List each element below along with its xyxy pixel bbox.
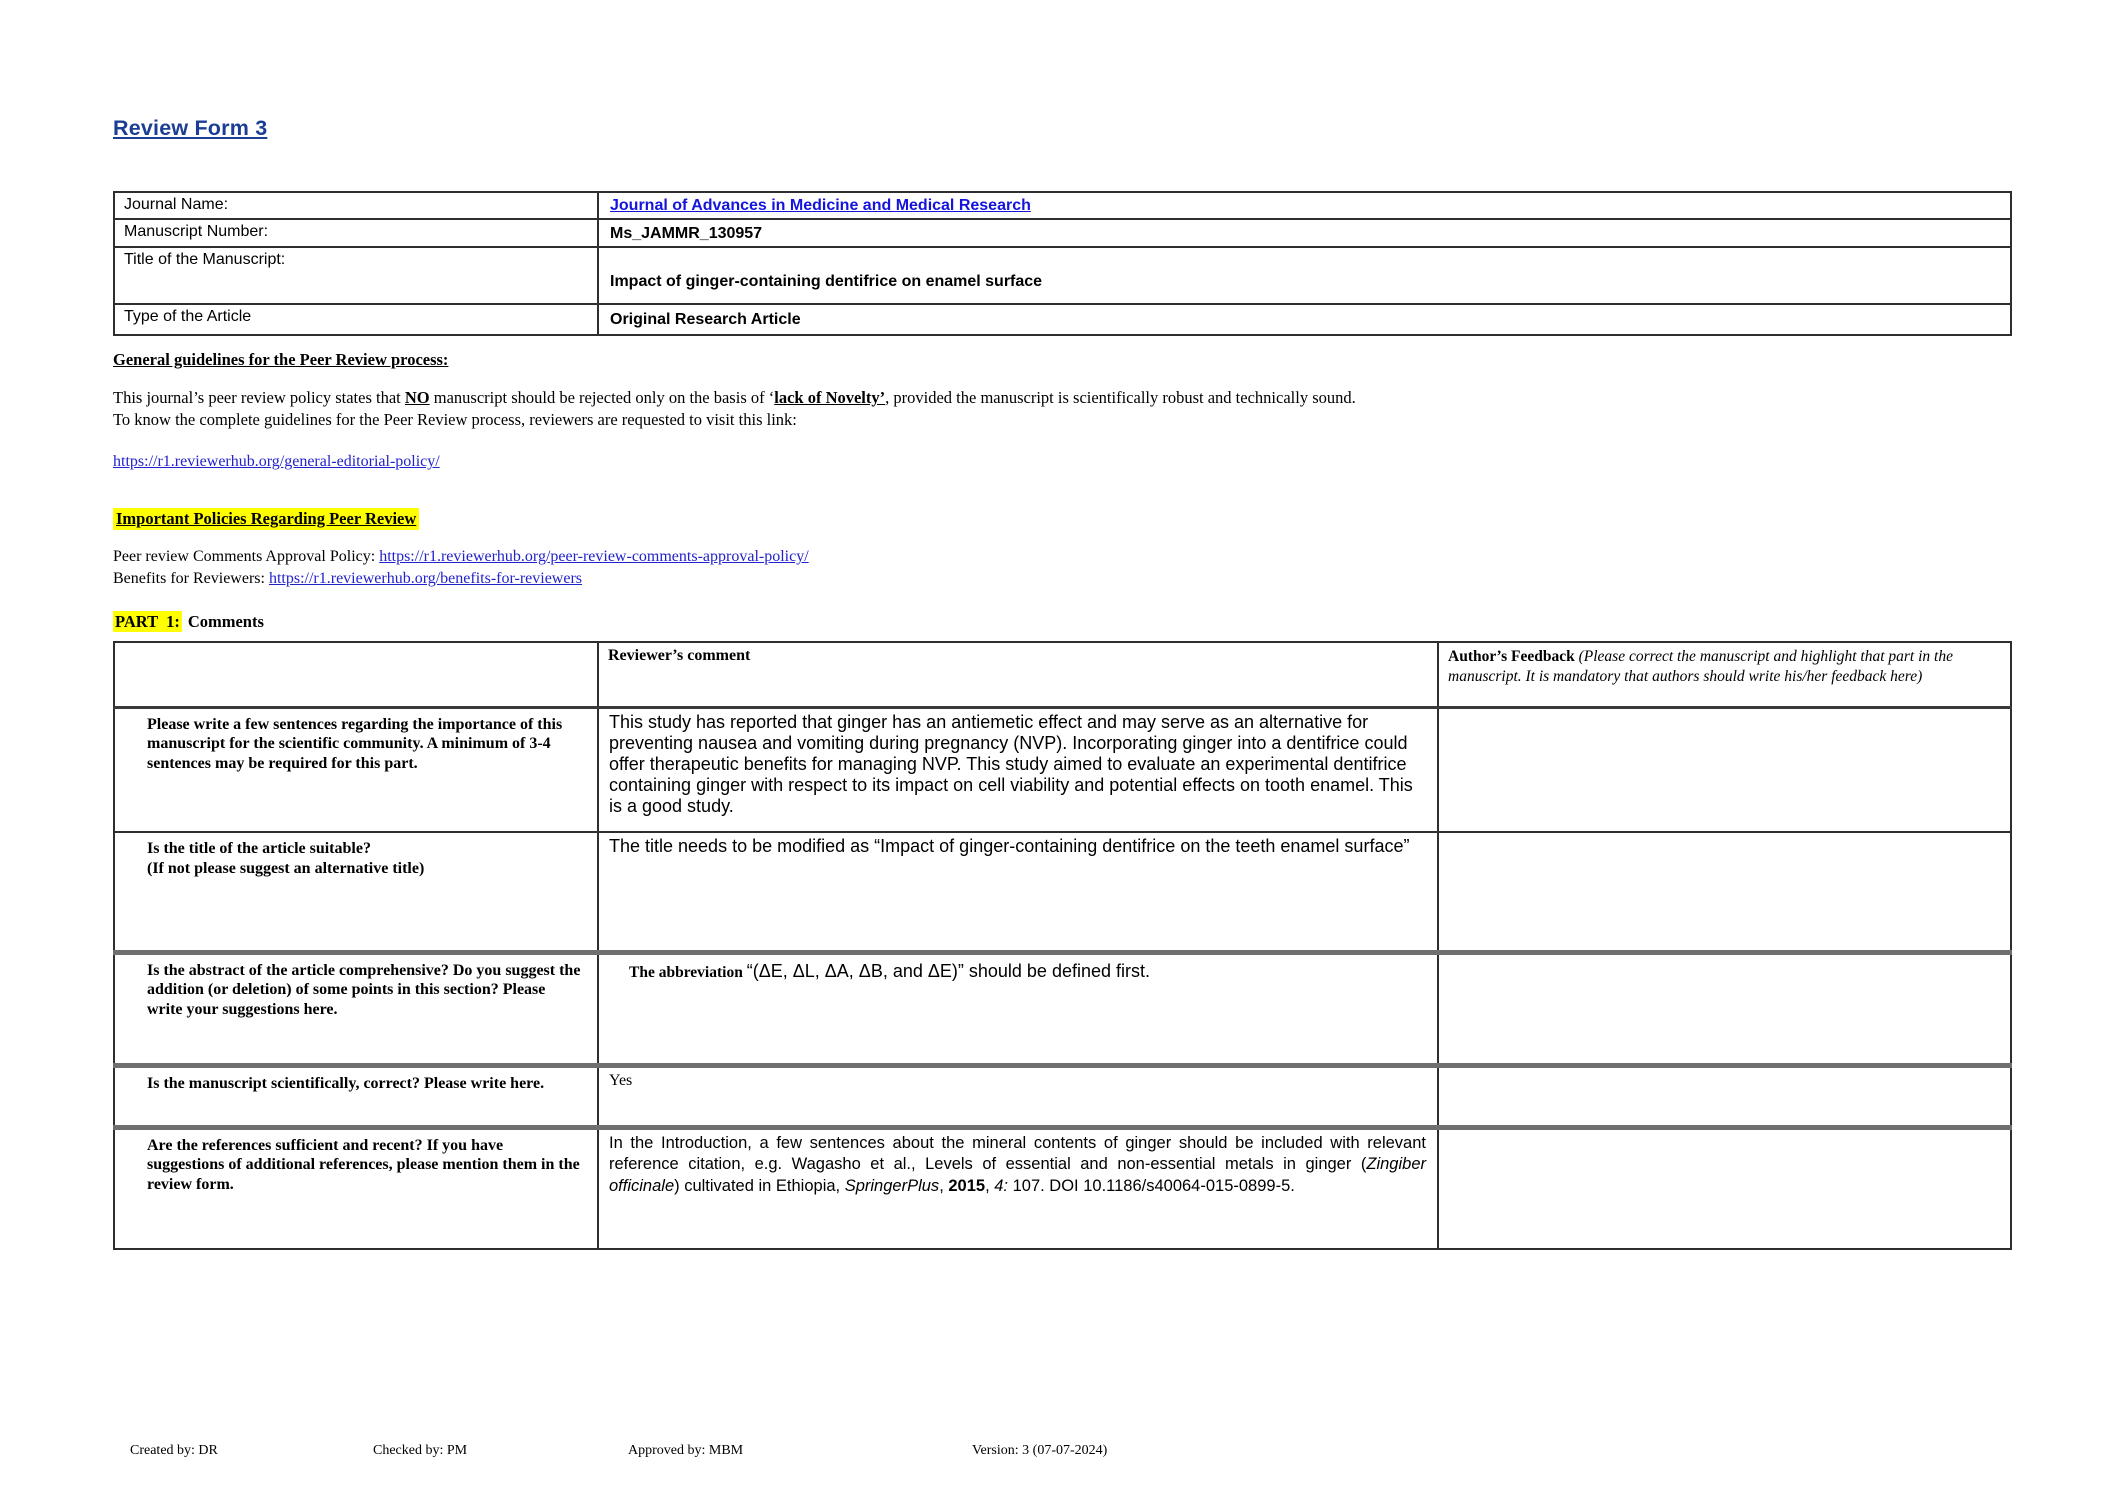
- part1-badge: PART 1:: [115, 612, 180, 631]
- benefits-line: [113, 568, 2010, 590]
- empty-header-cell: [114, 642, 598, 707]
- question-line: (If not please suggest an alternative title): [147, 859, 425, 877]
- references-text: ,: [985, 1176, 995, 1195]
- page-title: Review Form 3: [113, 116, 268, 140]
- comment-importance: This study has reported that ginger has an antiemetic effect and may serve as an alternative for preventing nausea and vomiting during pregnancy (NVP). Incorporating ginger into a dentifrice could offer therapeutic benefits for managing NVP. This study aimed to evaluate an experimental dentifrice containing ginger with respect to its impact on cell viability and potential effects on tooth enamel. This is a good study.: [598, 707, 1438, 832]
- footer-created-by: Created by: DR: [130, 1443, 218, 1458]
- policy-statement: [113, 387, 2010, 409]
- author-feedback-cell: [1438, 1127, 2011, 1249]
- guidelines-paragraph: [113, 387, 2010, 430]
- table-row-abstract: [114, 952, 2011, 1065]
- comment-scientific: Yes: [598, 1065, 1438, 1127]
- approval-policy-link[interactable]: https://r1.reviewerhub.org/peer-review-comments-approval-policy/: [379, 548, 809, 565]
- part1-heading: [113, 612, 2010, 632]
- approval-policy-label: Peer review Comments Approval Policy:: [113, 548, 380, 565]
- references-text: ,: [939, 1176, 949, 1195]
- references-journal-italic: SpringerPlus: [844, 1176, 940, 1195]
- reviewer-comment-header: Reviewer’s comment: [598, 642, 1438, 707]
- approval-policy-line: [113, 546, 2010, 568]
- references-text: 107. DOI 10.1186/s40064-015-0899-5.: [1008, 1176, 1295, 1195]
- manuscript-title-label: Title of the Manuscript:: [114, 247, 598, 304]
- guidelines-heading: General guidelines for the Peer Review process:: [113, 350, 449, 369]
- comments-header-row: [114, 642, 2011, 707]
- table-row-scientific: [114, 1065, 2011, 1127]
- footer-checked-by: Checked by: PM: [373, 1443, 468, 1458]
- comment-abbreviation-rest: “(ΔE, ΔL, ΔA, ΔB, and ΔE)” should be defined first.: [746, 960, 1150, 981]
- question-title-suitable: [114, 832, 598, 952]
- references-species-italic: Zingiber officinale: [609, 1155, 1426, 1195]
- policy-text: , provided the manuscript is scientifically robust and technically sound.: [885, 388, 1356, 407]
- table-row-title-suitable: [114, 832, 2011, 952]
- question-scientific: Is the manuscript scientifically, correct? Please write here.: [114, 1065, 598, 1127]
- page-content: [113, 0, 2010, 1250]
- table-row: [114, 192, 2011, 219]
- footer-approved-by: Approved by: MBM: [628, 1443, 744, 1458]
- table-row: [114, 304, 2011, 335]
- article-type-value: Original Research Article: [598, 304, 2011, 335]
- journal-name-label: Journal Name:: [114, 192, 598, 219]
- policy-text: manuscript should be rejected only on the basis of ‘: [429, 388, 775, 407]
- journal-name-link[interactable]: Journal of Advances in Medicine and Medical Research: [610, 197, 1031, 214]
- question-line: Is the title of the article suitable?: [147, 840, 371, 857]
- table-row: [114, 247, 2011, 304]
- page-footer: [0, 1443, 2117, 1467]
- comment-abbreviation-lead: The abbreviation: [629, 963, 747, 981]
- benefits-label: Benefits for Reviewers:: [113, 570, 269, 587]
- author-feedback-header: [1438, 642, 2011, 707]
- manuscript-title-value: Impact of ginger-containing dentifrice on enamel surface: [598, 247, 2011, 304]
- author-feedback-note: (Please correct the manuscript and highlight that part in the manuscript. It is mandatory that authors should write his/her feedback here): [1448, 648, 1953, 685]
- question-abstract: Is the abstract of the article comprehensive? Do you suggest the addition (or deletion) of some points in this section? Please write your suggestions here.: [114, 952, 598, 1065]
- author-feedback-title: Author’s Feedback: [1448, 648, 1579, 665]
- policy-text: This journal’s peer review policy states that: [113, 388, 405, 407]
- manuscript-meta-table: [113, 191, 2012, 336]
- comment-references: [598, 1127, 1438, 1249]
- comment-title-suitable: The title needs to be modified as “Impact of ginger-containing dentifrice on the teeth enamel surface”: [598, 832, 1438, 952]
- manuscript-number-value: Ms_JAMMR_130957: [598, 219, 2011, 247]
- guidelines-visit-line: To know the complete guidelines for the Peer Review process, reviewers are requested to visit this link:: [113, 409, 797, 429]
- table-row: [114, 219, 2011, 247]
- references-volume-italic: 4:: [994, 1176, 1009, 1195]
- author-feedback-cell: [1438, 707, 2011, 832]
- references-year-bold: 2015: [948, 1176, 986, 1195]
- policy-no-emphasis: NO: [404, 388, 430, 407]
- policy-novelty-emphasis: lack of Novelty’: [774, 388, 886, 407]
- important-policies-heading: Important Policies Regarding Peer Review: [113, 508, 419, 530]
- article-type-label: Type of the Article: [114, 304, 598, 335]
- comment-abstract: [598, 952, 1438, 1065]
- references-text: In the Introduction, a few sentences about the mineral contents of ginger should be included with relevant reference citation, e.g. Wagasho et al., Levels of essential and non-essential metals in ginger (: [609, 1133, 1426, 1173]
- author-feedback-cell: [1438, 952, 2011, 1065]
- table-row-importance: [114, 707, 2011, 832]
- policy-links-block: [113, 546, 2010, 590]
- question-references: Are the references sufficient and recent? If you have suggestions of additional references, please mention them in the review form.: [114, 1127, 598, 1249]
- question-importance: Please write a few sentences regarding the importance of this manuscript for the scientific community. A minimum of 3-4 sentences may be required for this part.: [114, 707, 598, 832]
- footer-version: Version: 3 (07-07-2024): [972, 1443, 1108, 1458]
- part1-label: Comments: [187, 612, 264, 631]
- comments-table: [113, 641, 2012, 1250]
- table-row-references: [114, 1127, 2011, 1249]
- benefits-link[interactable]: https://r1.reviewerhub.org/benefits-for-reviewers: [268, 570, 583, 587]
- author-feedback-cell: [1438, 1065, 2011, 1127]
- manuscript-number-label: Manuscript Number:: [114, 219, 598, 247]
- references-text: ) cultivated in Ethiopia,: [674, 1176, 845, 1195]
- general-editorial-policy-link[interactable]: https://r1.reviewerhub.org/general-editorial-policy/: [113, 453, 440, 470]
- author-feedback-cell: [1438, 832, 2011, 952]
